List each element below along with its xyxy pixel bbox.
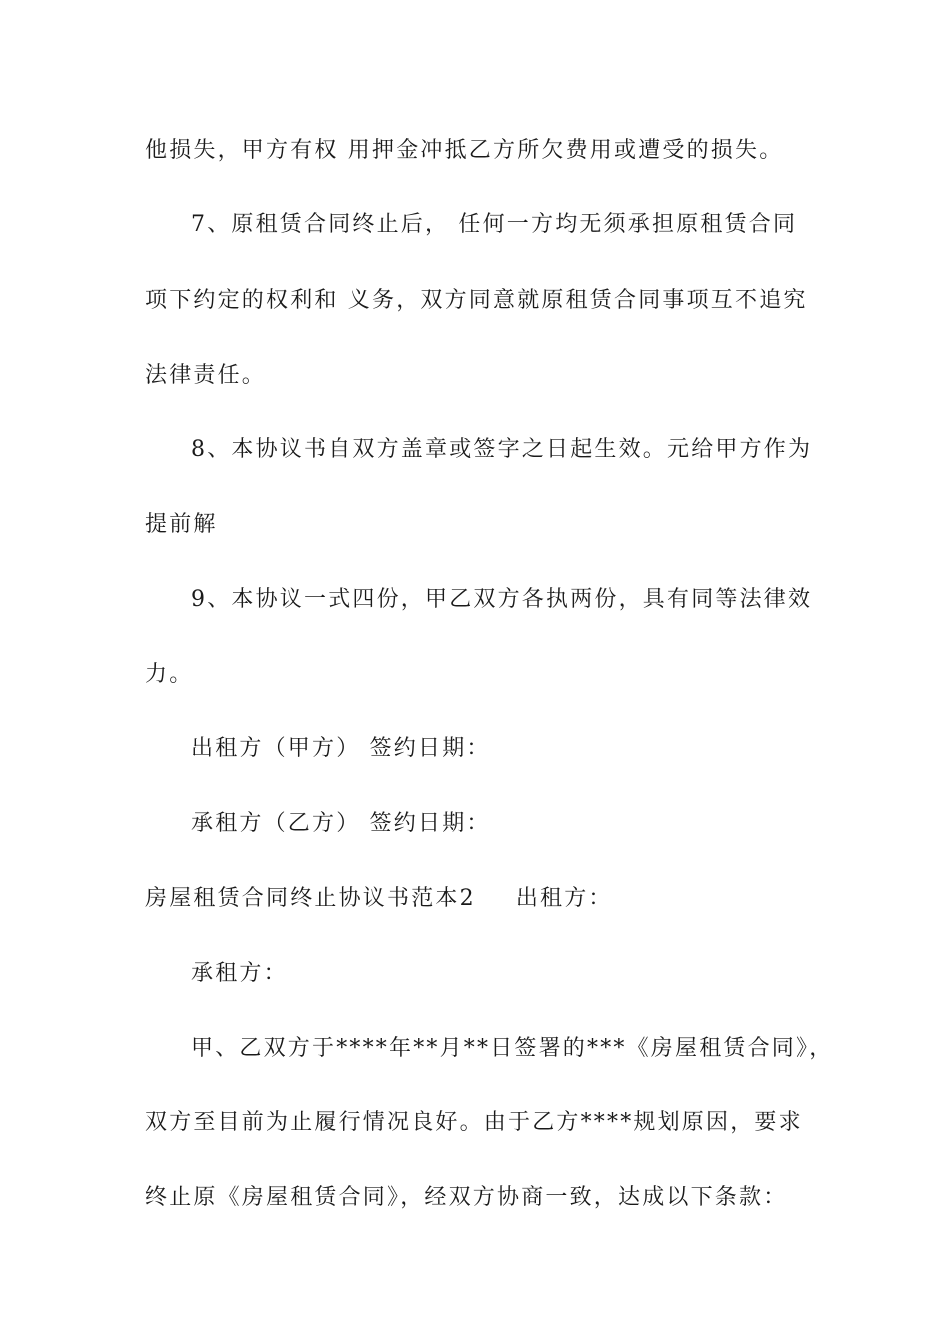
paragraph-line: 双方至目前为止履行情况良好。由于乙方****规划原因，要求 (145, 1110, 803, 1135)
clause-7-line: 7、原租赁合同终止后， 任何一方均无须承担原租赁合同 (191, 212, 798, 237)
paragraph-line: 提前解 (145, 512, 218, 537)
paragraph-line: 终止原《房屋租赁合同》，经双方协商一致，达成以下条款： (145, 1185, 788, 1210)
lessee-label: 承租方： (191, 961, 288, 986)
clause-8-line: 8、本协议书自双方盖章或签字之日起生效。元给甲方作为 (191, 437, 813, 462)
template-title: 房屋租赁合同终止协议书范本2 (145, 886, 476, 911)
paragraph-line: 法律责任。 (145, 363, 267, 388)
paragraph-line: 他损失，甲方有权 用押金冲抵乙方所欠费用或遭受的损失。 (145, 138, 784, 163)
paragraph-line: 项下约定的权利和 义务，双方同意就原租赁合同事项互不追究 (145, 288, 808, 313)
lessee-signature-line: 承租方（乙方） 签约日期： (191, 811, 491, 836)
paragraph-line: 甲、乙双方于****年**月**日签署的***《房屋租赁合同》， (191, 1036, 834, 1061)
lessor-label: 出租方： (515, 886, 613, 911)
paragraph-line: 力。 (145, 662, 194, 687)
template-title-line (145, 884, 825, 914)
clause-9-line: 9、本协议一式四份，甲乙双方各执两份，具有同等法律效 (191, 587, 813, 612)
lessor-signature-line: 出租方（甲方） 签约日期： (191, 736, 491, 761)
